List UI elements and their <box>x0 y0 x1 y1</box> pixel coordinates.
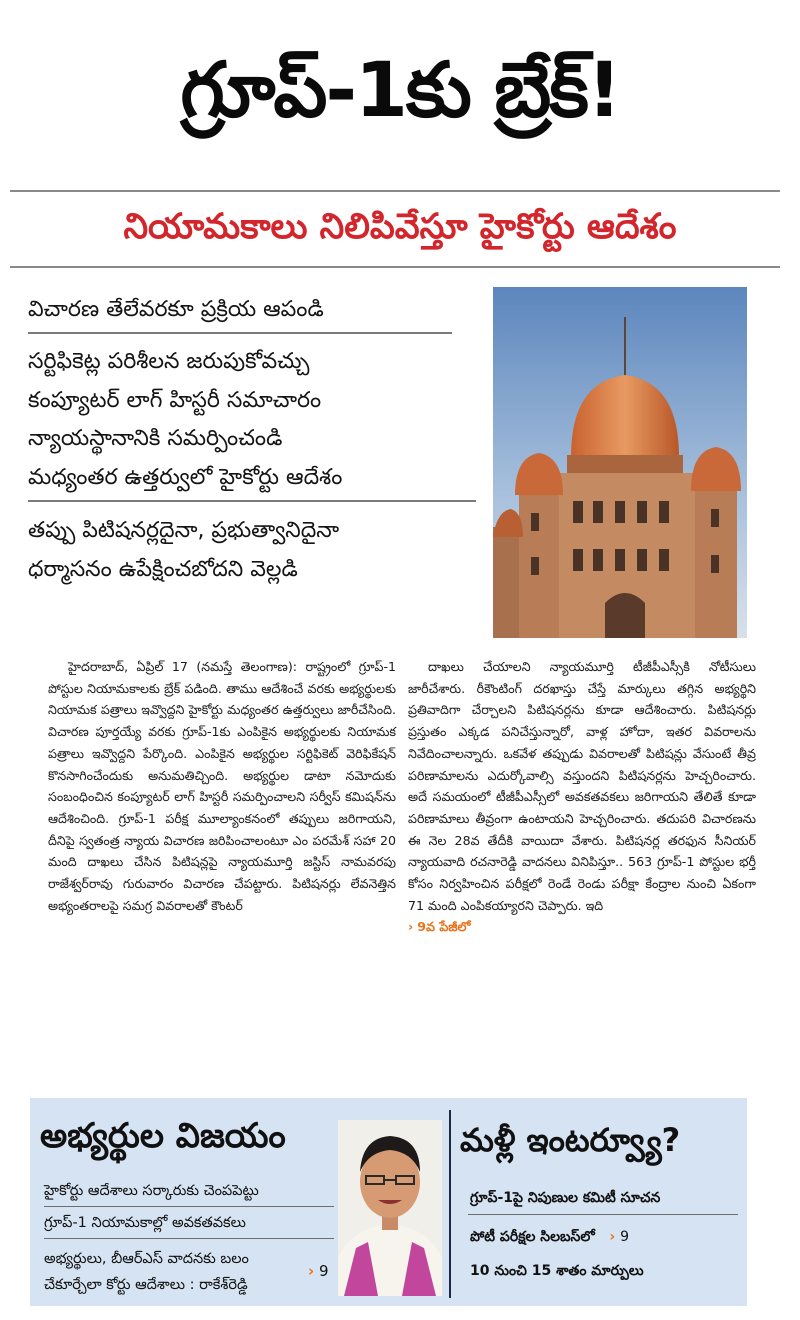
related-story-line <box>470 1224 629 1250</box>
related-story-line: 10 నుంచి 15 శాతం మార్పులు <box>470 1263 644 1279</box>
highlight-line: తప్పు పిటిషనర్లదైనా, ప్రభుత్వానిదైనా <box>28 518 340 543</box>
highlight-line: సర్టిఫికెట్ల పరిశీలన జరుపుకోవచ్చు <box>28 349 310 374</box>
divider <box>28 500 476 502</box>
page-number: 9 <box>318 1262 329 1280</box>
subheadline: నియామకాలు నిలిపివేస్తూ హైకోర్టు ఆదేశం <box>123 207 677 247</box>
continued-arrow-icon: › <box>408 919 414 935</box>
page-number[interactable]: 9 <box>620 1229 629 1245</box>
related-story-line: అభ్యర్థులు, బీఆర్‌ఎస్ వాదనకు బలం <box>44 1251 249 1267</box>
divider <box>10 266 780 268</box>
highlight-line: మధ్యంతర ఉత్తర్వులో హైకోర్టు ఆదేశం <box>28 465 343 490</box>
related-story-line: గ్రూప్-1పై నిపుణుల కమిటీ సూచన <box>470 1190 661 1206</box>
article-column-left <box>48 656 396 916</box>
headline: గ్రూప్-1కు బ్రేక్! <box>180 45 620 134</box>
highlight-line: కంప్యూటర్ లాగ్ హిస్టరీ సమాచారం <box>28 388 322 413</box>
article-text: హైదరాబాద్, ఏప్రిల్ 17 (నమస్తే తెలంగాణ): రాష్ట్రంలో గ్రూప్-1 పోస్టుల నియామకాలకు బ్రేక్ పడింది. తాము ఆదేశించే వరకు అభ్యర్థులకు నియామక పత్రాలు ఇవ్వొద్దని హైకోర్టు మధ్యంతర ఉత్తర్వులు జారీచేసింది. విచారణ పూర్తయ్యే వరకు గ్రూప్-1కు ఎంపికైన అభ్యర్థులకు నియామక పత్రాలు ఇవ్వొద్దని పేర్కొంది. ఎంపికైన అభ్యర్థుల సర్టిఫికెట్ వెరిఫికేషన్ కొనసాగించేందుకు అనుమతిచ్చింది. అభ్యర్థుల డాటా నమోదుకు సంబంధించిన కంప్యూటర్ లాగ్ హిస్టరీ సమర్పించాలని సర్వీస్ కమిషన్‌ను ఆదేశించింది. గ్రూప్-1 పరీక్ష మూల్యాంకనంలో తప్పులు జరిగాయని, దీనిపై స్వతంత్ర న్యాయ విచారణ జరిపించాలంటూ ఎం పరమేశ్ సహా 20 మంది దాఖలు చేసిన పిటిషన్లపై న్యాయమూర్తి జస్టిస్ నామవరపు రాజేశ్వర్‌రావు గురువారం విచారణ చేపట్టారు. పిటిషనర్లు లేవనెత్తిన అభ్యంతరాలపై సమగ్ర వివరాలతో కౌంటర్ <box>48 659 396 913</box>
related-story-title: మళ్లీ ఇంటర్వ్యూ? <box>460 1121 681 1159</box>
article-column-right <box>408 656 756 938</box>
divider <box>28 332 452 334</box>
article-text: దాఖలు చేయాలని న్యాయమూర్తి టీజీపీఎస్సీకి నోటీసులు జారీచేశారు. రీకౌంటింగ్ దరఖాస్తు చేస్తే మార్కులు తగ్గిన అభ్యర్థిని ప్రతివాదిగా చేర్చాలని పిటిషనర్లను కూడా ఆదేశించారు. పిటిషనర్లు ప్రస్తుతం ఎక్కడ పనిచేస్తున్నారో, వాళ్ల హోదా, ఇతర వివరాలను నివేదించాలన్నారు. ఒకవేళ తప్పుడు వివరాలతో పిటిషన్లు వేసుంటే తీవ్ర పరిణామాలను ఎదుర్కోవాల్సి వస్తుందని పిటిషనర్లను హెచ్చరించారు. అదే సమయంలో టీజీపీఎస్సీలో అవకతవకలు జరిగాయని తేలితే కూడా పరిణామాలు తీవ్రంగా ఉంటాయని హెచ్చరించారు. తదుపరి విచారణను ఈ నెల 28వ తేదీకి వాయిదా వేశారు. పిటిషనర్ల తరఫున సీనియర్ న్యాయవాది రచనారెడ్డి వాదనలు వినిపిస్తూ.. 563 గ్రూప్-1 పోస్టుల భర్తీ కోసం నిర్వహించిన పరీక్షలో రెండే రెండు పరీక్షా కేంద్రాల నుంచి ఏకంగా 71 మంది ఎంపికయ్యారని చెప్పారు. ఇది <box>408 659 756 913</box>
divider <box>44 1206 334 1207</box>
related-story-title: అభ్యర్థుల విజయం <box>40 1116 286 1156</box>
highlight-line: న్యాయస్థానానికి సమర్పించండి <box>28 426 283 451</box>
divider <box>468 1214 738 1215</box>
divider <box>44 1238 334 1239</box>
highlight-line: విచారణ తేలేవరకూ ప్రక్రియ ఆపండి <box>28 297 324 322</box>
related-story-line: గ్రూప్-1 నియామకాల్లో అవకతవకలు <box>44 1215 246 1231</box>
related-story-line: హైకోర్టు ఆదేశాలు సర్కారుకు చెంపపెట్టు <box>44 1183 259 1199</box>
highlight-line: ధర్మాసనం ఉపేక్షించబోదని వెల్లడి <box>28 557 298 582</box>
related-story-line: చేకూర్చేలా కోర్టు ఆదేశాలు : రాకేశ్‌రెడ్డి <box>44 1277 248 1293</box>
related-story-text: పోటీ పరీక్షల సిలబస్‌లో <box>470 1229 595 1245</box>
page-pointer[interactable] <box>308 1262 329 1280</box>
high-court-photo <box>493 287 747 638</box>
pointer-arrow-icon: › <box>609 1229 616 1245</box>
continued-on-page[interactable]: 9వ పేజీలో <box>417 919 471 935</box>
leader-portrait <box>338 1120 442 1296</box>
divider <box>449 1110 451 1298</box>
pointer-arrow-icon: › <box>308 1262 315 1280</box>
